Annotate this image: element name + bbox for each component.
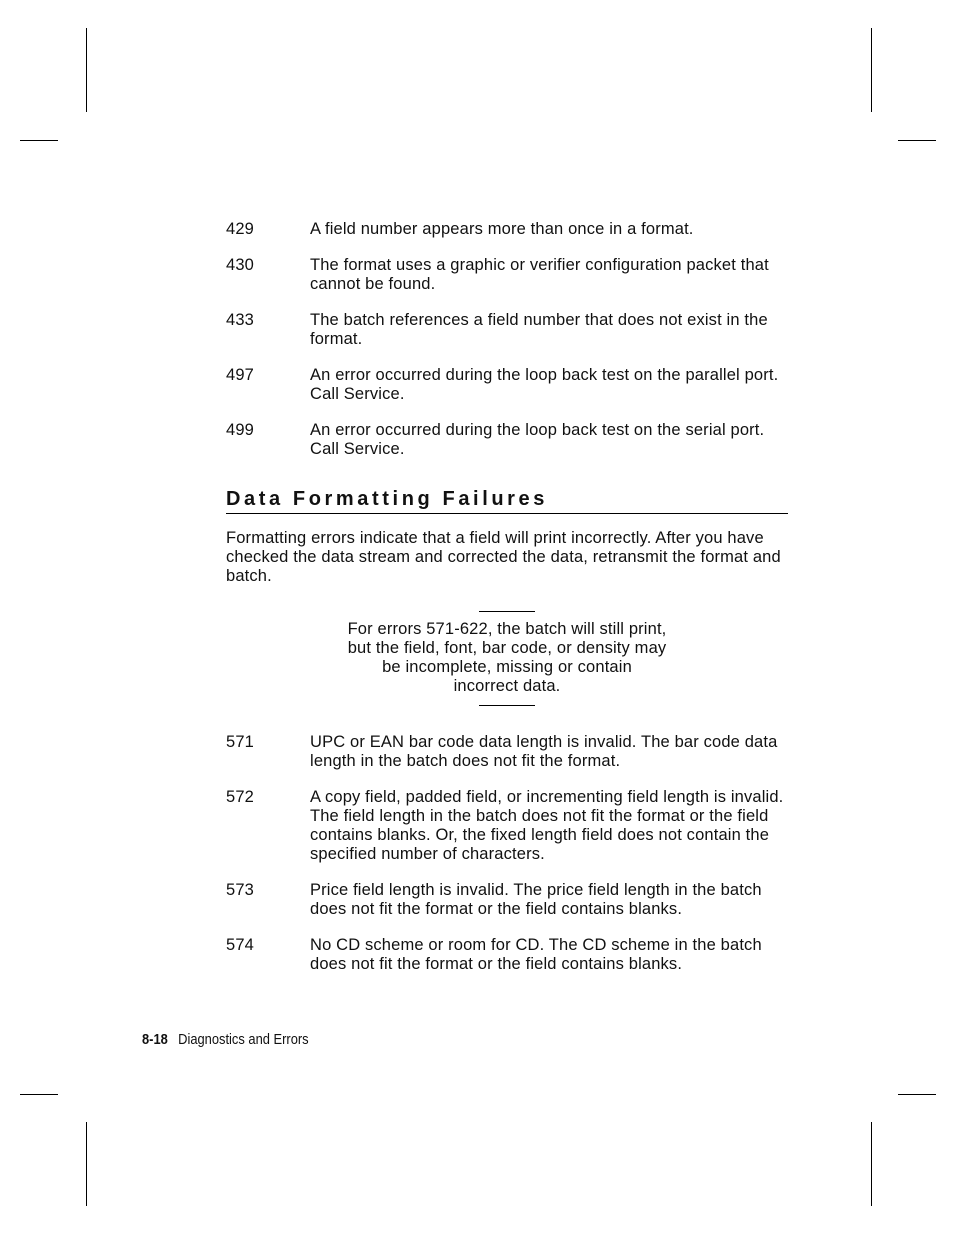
error-code: 573: [226, 881, 254, 899]
error-code: 499: [226, 421, 254, 439]
error-list-bottom: [226, 733, 788, 974]
error-code: 571: [226, 733, 254, 751]
error-description: No CD scheme or room for CD. The CD scheme in the batch does not fit the format or the field contains blanks.: [310, 936, 762, 973]
error-code: 572: [226, 788, 254, 806]
page-number: 8-18: [142, 1031, 168, 1048]
note-line: be incomplete, missing or contain: [382, 658, 632, 676]
error-entry: [226, 788, 788, 864]
error-description: An error occurred during the loop back test on the serial port. Call Service.: [310, 421, 765, 458]
error-list-top: [226, 220, 788, 459]
section-intro: Formatting errors indicate that a field will print incorrectly. After you have checked the data stream and corrected the data, retransmit the format and batch.: [226, 529, 781, 585]
error-entry: [226, 733, 788, 771]
error-description: A field number appears more than once in a format.: [310, 220, 694, 238]
error-code: 433: [226, 311, 254, 329]
error-code: 574: [226, 936, 254, 954]
crop-mark-bottom-right-vertical: [871, 1122, 872, 1206]
error-entry: [226, 220, 788, 239]
error-description: A copy field, padded field, or incrementing field length is invalid. The field length in the batch does not fit the format or the field contains blanks. Or, the fixed length field does not contain the specified number of characters.: [310, 788, 784, 863]
error-description: UPC or EAN bar code data length is invalid. The bar code data length in the batch does not fit the format.: [310, 733, 778, 770]
error-entry: [226, 881, 788, 919]
crop-mark-top-right-horizontal: [898, 140, 936, 141]
note-bottom-rule: [479, 705, 535, 706]
error-entry: [226, 256, 788, 294]
crop-mark-top-right-vertical: [871, 28, 872, 112]
error-entry: [226, 936, 788, 974]
section-heading: Data Formatting Failures: [226, 488, 788, 514]
error-entry: [226, 366, 788, 404]
crop-mark-bottom-left-horizontal: [20, 1094, 58, 1095]
crop-mark-top-left-horizontal: [20, 140, 58, 141]
page-footer: [142, 1031, 309, 1048]
note-line: For errors 571-622, the batch will still print,: [347, 620, 667, 638]
note-text: [307, 612, 707, 705]
crop-mark-bottom-left-vertical: [86, 1122, 87, 1206]
crop-mark-top-left-vertical: [86, 28, 87, 112]
error-entry: [226, 421, 788, 459]
error-code: 430: [226, 256, 254, 274]
error-description: The format uses a graphic or verifier configuration packet that cannot be found.: [310, 256, 769, 293]
error-code: 497: [226, 366, 254, 384]
error-description: An error occurred during the loop back test on the parallel port. Call Service.: [310, 366, 779, 403]
error-description: Price field length is invalid. The price field length in the batch does not fit the format or the field contains blanks.: [310, 881, 762, 918]
page-content: [226, 220, 788, 991]
error-code: 429: [226, 220, 254, 238]
note-line: incorrect data.: [453, 677, 561, 695]
note-box: [307, 611, 707, 706]
error-entry: [226, 311, 788, 349]
chapter-title: Diagnostics and Errors: [178, 1031, 309, 1048]
error-description: The batch references a field number that does not exist in the format.: [310, 311, 768, 348]
note-line: but the field, font, bar code, or density may: [347, 639, 667, 657]
crop-mark-bottom-right-horizontal: [898, 1094, 936, 1095]
